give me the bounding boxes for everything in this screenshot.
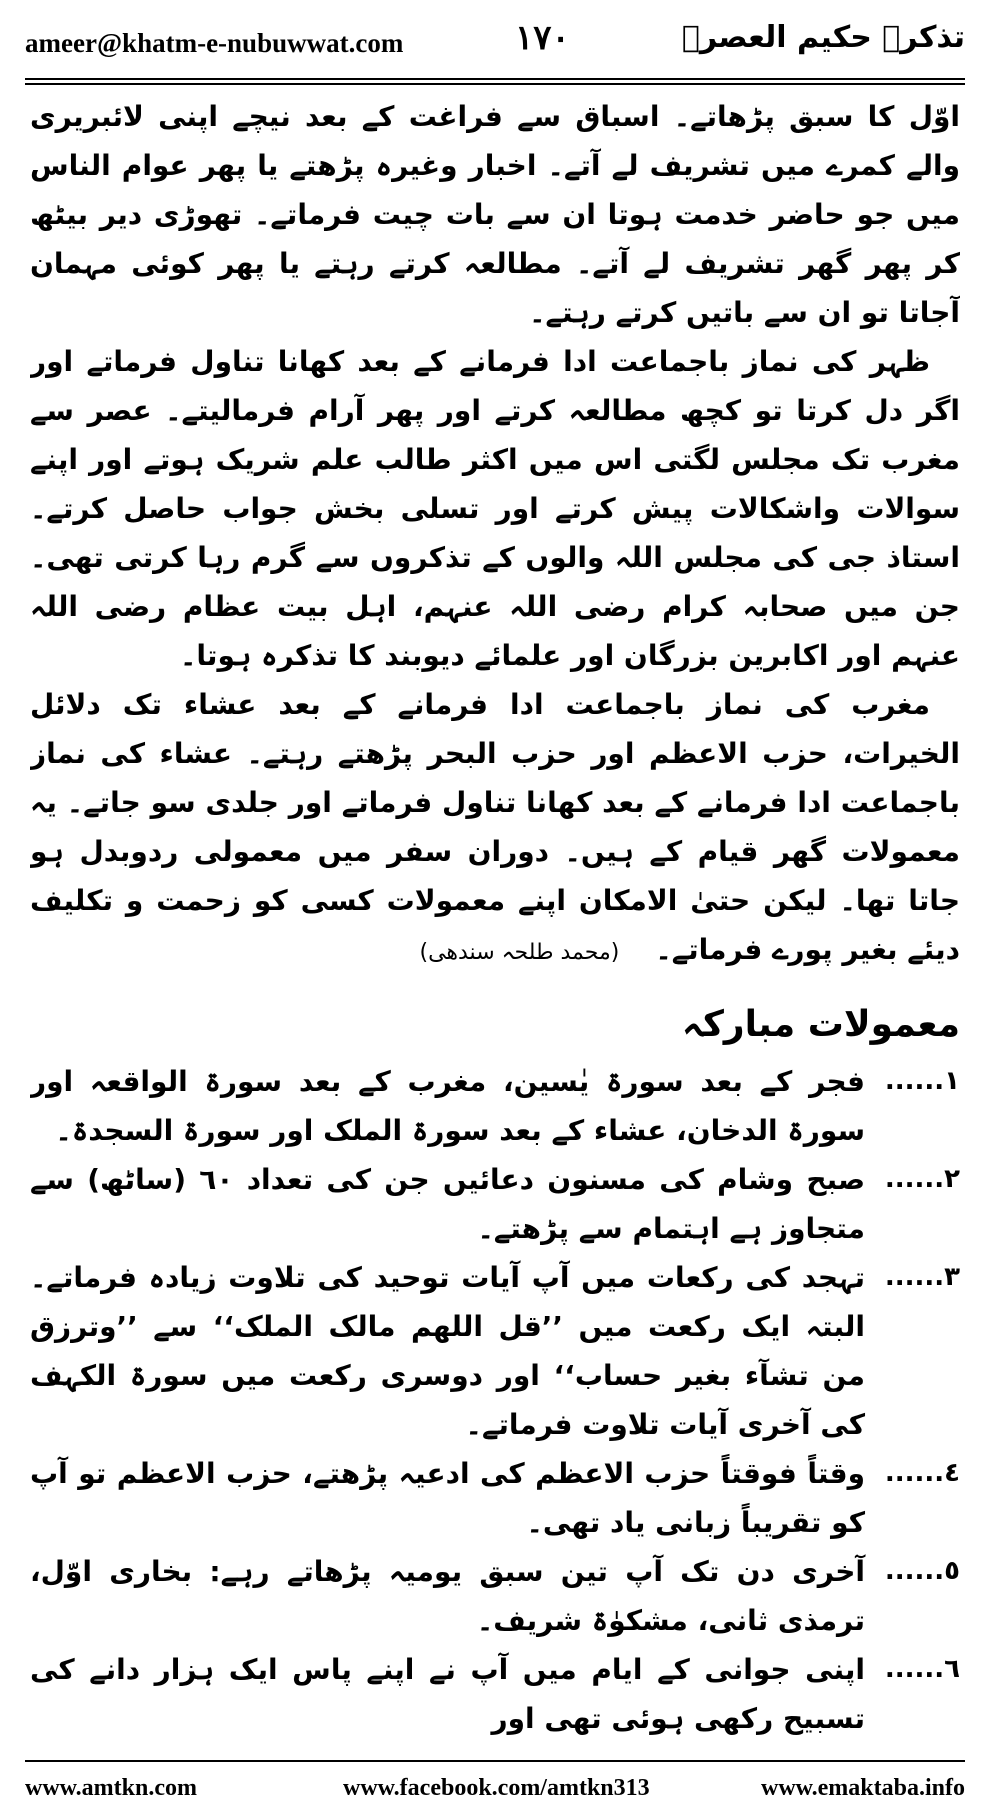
page-footer [25,1769,965,1805]
list-item [30,1155,960,1253]
list-item-text: صبح وشام کی مسنون دعائیں جن کی تعداد ٦٠ (ساٹھ) سے متجاوز ہے اہتمام سے پڑھتے۔ [30,1163,866,1245]
list-item-number: ٦...... [884,1654,960,1684]
header-divider [25,78,965,85]
list-item-text: وقتاً فوقتاً حزب الاعظم کی ادعیہ پڑھتے، حزب الاعظم تو آپ کو تقریباً زبانی یاد تھی۔ [30,1457,865,1539]
section-heading: معمولات مبارکہ [681,1004,960,1045]
paragraph: اوّل کا سبق پڑھاتے۔ اسباق سے فراغت کے بعد نیچے اپنی لائبریری والے کمرے میں تشریف لے آتے۔ اخبار وغیرہ پڑھتے یا پھر عوام الناس میں جو حاضر خدمت ہوتا ان سے بات چیت فرماتے۔ تھوڑی دیر بیٹھ کر پھر گھر تشریف لے آتے۔ مطالعہ کرتے رہتے یا پھر کوئی مہمان آجاتا تو ان سے باتیں کرتے رہتے۔ [30,100,960,329]
page-body [30,92,960,1749]
header-email: ameer@khatm-e-nubuwwat.com [25,28,404,58]
page-header [25,14,965,70]
paragraph-text: مغرب کی نماز باجماعت ادا فرمانے کے بعد عشاء تک دلائل الخیرات، حزب الاعظم اور حزب البحر پڑھتے رہتے۔ عشاء کی نماز باجماعت ادا فرمانے کے بعد کھانا تناول فرماتے اور جلدی سو جاتے۔ یہ معمولات گھر قیام کے ہیں۔ دوران سفر میں معمولی ردوبدل ہو جاتا تھا۔ لیکن حتیٰ الامکان اپنے معمولات کسی کو زحمت و تکلیف دیئے بغیر پورے فرماتے۔ [30,688,960,966]
footer-link-emaktaba[interactable]: www.emaktaba.info [760,1775,965,1801]
list-item-text: آخری دن تک آپ تین سبق یومیہ پڑھاتے رہے: بخاری اوّل، ترمذی ثانی، مشکوٰۃ شریف۔ [30,1555,865,1637]
paragraph [30,680,960,977]
author-credit: (محمد طلحہ سندھی) [419,940,620,965]
list-item [30,1057,960,1155]
book-title: تذکرہ حکیم العصرؒ [681,20,965,55]
page-number: ١٧٠ [515,18,570,58]
list-item [30,1253,960,1449]
list-item-number: ٣...... [884,1262,960,1292]
list-item [30,1547,960,1645]
list-item-text: اپنی جوانی کے ایام میں آپ نے اپنے پاس ایک ہزار دانے کی تسبیح رکھی ہوئی تھی اور [30,1653,865,1735]
footer-link-amtkn[interactable]: www.amtkn.com [25,1775,197,1801]
list-item-number: ٢...... [884,1164,960,1194]
list-item-number: ٥...... [884,1556,960,1586]
list-item-text: فجر کے بعد سورۃ یٰسین، مغرب کے بعد سورۃ الواقعہ اور سورۃ الدخان، عشاء کے بعد سورۃ الملک اور سورۃ السجدۃ۔ [30,1065,865,1147]
list-item-number: ١...... [884,1066,960,1096]
list-item [30,1645,960,1743]
footer-divider [25,1760,965,1762]
paragraph: ظہر کی نماز باجماعت ادا فرمانے کے بعد کھانا تناول فرماتے اور اگر دل کرتا تو کچھ مطالعہ کرتے اور پھر آرام فرمالیتے۔ عصر سے مغرب تک مجلس لگتی اس میں اکثر طالب علم شریک ہوتے اور اپنے سوالات واشکالات پیش کرتے اور تسلی بخش جواب حاصل کرتے۔ استاذ جی کی مجلس اللہ والوں کے تذکروں سے گرم رہا کرتی تھی۔ جن میں صحابہ کرام رضی اللہ عنہم، اہل بیت عظام رضی اللہ عنہم اور اکابرین بزرگان اور علمائے دیوبند کا تذکرہ ہوتا۔ [30,345,960,672]
footer-link-facebook[interactable]: www.facebook.com/amtkn313 [343,1775,650,1801]
list-item-number: ٤...... [884,1458,960,1488]
list-item [30,1449,960,1547]
list-item-text: تہجد کی رکعات میں آپ آیات توحید کی تلاوت زیادہ فرماتے۔ البتہ ایک رکعت میں ’’قل اللھم مالک الملک‘‘ سے ’’وترزق من تشآء بغیر حساب‘‘ اور دوسری رکعت میں سورۃ الکہف کی آخری آیات تلاوت فرماتے۔ [30,1261,865,1441]
